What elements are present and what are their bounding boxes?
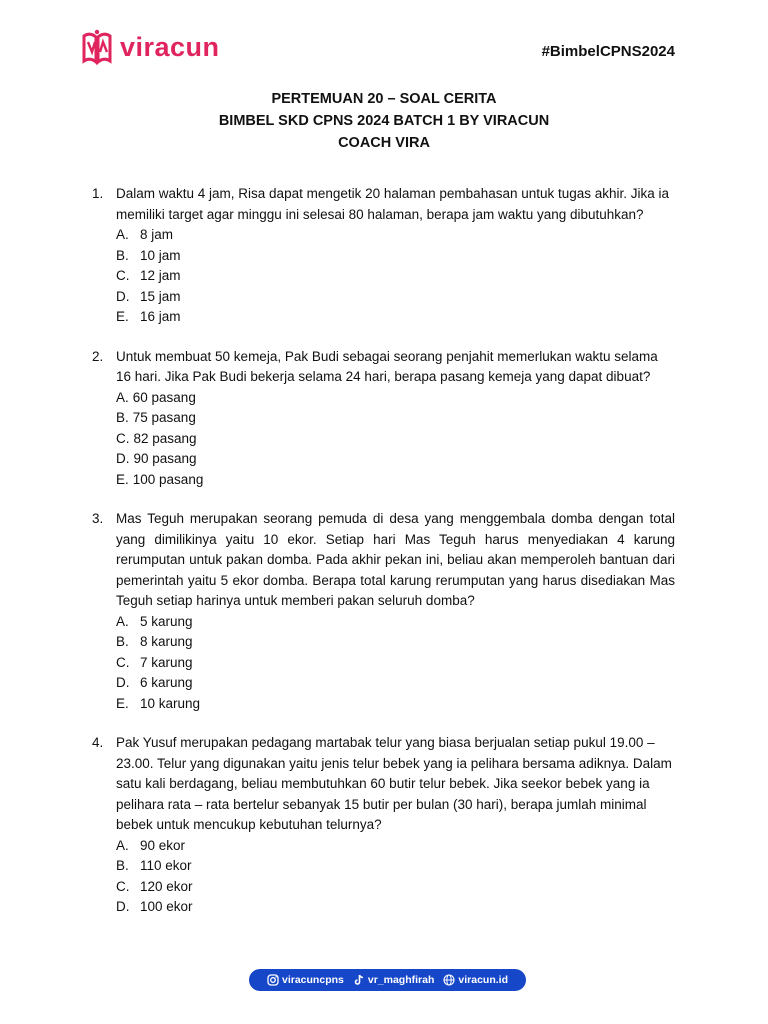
- option-list: [116, 612, 675, 715]
- option-a: [116, 225, 675, 246]
- question-1: [92, 184, 675, 328]
- option-text: 60 pasang: [132, 389, 196, 405]
- website-text: viracun.id: [458, 974, 508, 986]
- option-letter: C.: [116, 878, 130, 894]
- option-text: 12 jam: [140, 268, 181, 283]
- option-b: [116, 408, 675, 429]
- option-text: 10 jam: [140, 247, 181, 263]
- option-c: [116, 877, 675, 898]
- option-text: 10 karung: [140, 695, 201, 711]
- option-list: [116, 225, 675, 328]
- option-letter: C.: [116, 654, 130, 670]
- option-letter: A.: [116, 227, 129, 242]
- instagram-text: viracuncpns: [282, 974, 344, 986]
- social-footer: [249, 969, 526, 991]
- option-list: [116, 836, 675, 918]
- option-b: [116, 246, 675, 267]
- option-letter: D.: [116, 675, 130, 690]
- option-a: [116, 388, 675, 409]
- option-text: 90 ekor: [140, 837, 186, 853]
- option-d: [116, 449, 675, 470]
- option-d: [116, 287, 675, 308]
- option-letter: E.: [116, 309, 129, 324]
- website-link[interactable]: [443, 974, 508, 986]
- option-e: [116, 470, 675, 491]
- option-text: 15 jam: [140, 288, 181, 304]
- option-e: [116, 694, 675, 715]
- question-text: Dalam waktu 4 jam, Risa dapat mengetik 20 halaman pembahasan untuk tugas akhir. Jika ia memiliki target agar minggu ini selesai 80 halaman, berapa jam waktu yang dibutuhkan?: [116, 186, 670, 222]
- title-line-2: BIMBEL SKD CPNS 2024 BATCH 1 BY VIRACUN: [218, 113, 550, 129]
- title-line-1: PERTEMUAN 20 – SOAL CERITA: [271, 91, 497, 107]
- option-c: [116, 429, 675, 450]
- question-text: Mas Teguh merupakan seorang pemuda di desa yang menggembala domba dengan total yang dimilikinya yaitu 10 ekor. Setiap hari Mas Teguh harus menyediakan 4 karung rerumputan untuk pakan domba. Pada akhir pekan ini, beliau akan memperoleh bantuan dari pemerintah yaitu 5 ekor domba. Berapa total karung rerumputan yang harus disediakan Mas Teguh setiap harinya untuk memberi pakan seluruh domba?: [116, 511, 675, 608]
- option-a: [116, 836, 675, 857]
- question-text: Pak Yusuf merupakan pedagang martabak telur yang biasa berjualan setiap pukul 19.00 – 23.00. Telur yang digunakan yaitu jenis telur bebek yang ia pelihara bersama adiknya. Dalam satu kali berdagang, beliau membutuhkan 60 butir telur bebek. Jika seekor bebek yang ia pelihara rata – rata bertelur sebanyak 15 butir per bulan (30 hari), berapa jumlah minimal bebek untuk mencukup kebutuhan telurnya?: [116, 735, 672, 832]
- instagram-handle[interactable]: [267, 974, 344, 986]
- option-text: 82 pasang: [133, 430, 197, 446]
- logo-text: viracun: [120, 31, 220, 62]
- option-text: 5 karung: [140, 613, 193, 629]
- question-4: [92, 733, 675, 918]
- option-letter: B.: [116, 410, 129, 425]
- option-text: 75 pasang: [132, 410, 196, 425]
- tiktok-handle[interactable]: [353, 974, 435, 986]
- option-letter: E.: [116, 695, 129, 711]
- option-b: [116, 632, 675, 653]
- option-letter: B.: [116, 634, 129, 649]
- question-3: [92, 509, 675, 714]
- option-letter: C.: [116, 430, 130, 446]
- viracun-logo: [80, 28, 220, 66]
- question-number: 3.: [92, 511, 104, 526]
- option-b: [116, 856, 675, 877]
- option-text: 110 ekor: [140, 858, 192, 873]
- option-text: 6 karung: [140, 675, 193, 690]
- document-title: [0, 88, 768, 154]
- viracun-book-icon: [80, 28, 114, 66]
- option-letter: B.: [116, 247, 129, 263]
- option-letter: A.: [116, 613, 129, 629]
- option-c: [116, 266, 675, 287]
- option-text: 8 jam: [140, 227, 174, 242]
- question-number: 2.: [92, 348, 104, 364]
- option-letter: C.: [116, 268, 130, 283]
- option-d: [116, 673, 675, 694]
- question-number: 1.: [92, 186, 104, 201]
- option-text: 7 karung: [140, 654, 193, 670]
- option-text: 8 karung: [140, 634, 193, 649]
- option-letter: D.: [116, 288, 130, 304]
- option-text: 16 jam: [140, 309, 181, 324]
- option-letter: A.: [116, 837, 129, 853]
- option-letter: E.: [116, 471, 129, 487]
- question-number: 4.: [92, 735, 104, 750]
- title-line-3: COACH VIRA: [338, 135, 430, 151]
- hashtag: #BimbelCPNS2024: [541, 43, 675, 60]
- option-d: [116, 897, 675, 918]
- question-list: [92, 184, 675, 937]
- option-letter: D.: [116, 451, 130, 466]
- option-letter: B.: [116, 858, 129, 873]
- option-text: 100 ekor: [140, 899, 193, 914]
- option-c: [116, 653, 675, 674]
- question-text: Untuk membuat 50 kemeja, Pak Budi sebagai seorang penjahit memerlukan waktu selama 16 hari. Jika Pak Budi bekerja selama 24 hari, berapa pasang kemeja yang dapat dibuat?: [116, 348, 658, 384]
- option-letter: D.: [116, 899, 130, 914]
- option-text: 120 ekor: [140, 878, 193, 894]
- tiktok-text: vr_maghfirah: [367, 974, 435, 986]
- option-a: [116, 612, 675, 633]
- option-e: [116, 307, 675, 328]
- option-list: [116, 388, 675, 491]
- question-2: [92, 347, 675, 491]
- option-text: 90 pasang: [133, 451, 197, 466]
- option-text: 100 pasang: [132, 471, 204, 487]
- instagram-icon: [267, 974, 279, 986]
- globe-icon: [443, 974, 455, 986]
- tiktok-icon: [353, 974, 365, 986]
- option-letter: A.: [116, 389, 129, 405]
